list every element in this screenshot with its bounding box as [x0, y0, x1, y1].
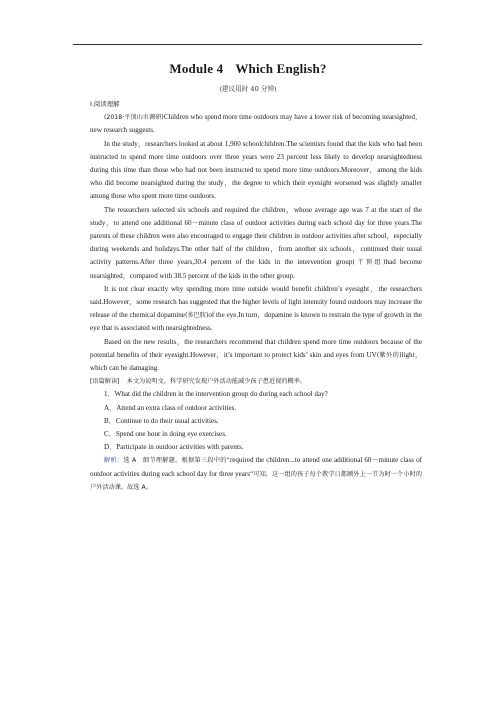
header-rule [73, 44, 422, 45]
question-stem: 1．What did the children in the intervention group do during each school day? [104, 390, 328, 399]
analysis: 解析：选 A 细节理解题。根据第三段中的“required the children...to attend one additional 60－minute class of outdoor activities during each school day for three years”可知，这一组的孩子每个教学日都额外上一节为时一个小时的户外活动课。故选 A。 [90, 456, 423, 491]
paragraph-1: (2018·平顶山市调研)Children who spend more time outdoors may have a lower risk of becoming nearsighted，new research suggests. [90, 113, 422, 135]
option-b: B．Continue to do their usual activities. [104, 416, 219, 425]
document-body [90, 98, 422, 494]
module-number: Module 4 [169, 61, 224, 76]
analysis-label: 解析： [104, 457, 124, 465]
passage-guide [90, 375, 422, 388]
option-a: A．Attend an extra class of outdoor activities. [104, 403, 237, 412]
page-title [0, 61, 496, 77]
paragraph-3: The researchers selected six schools and required the children，whose average age was 7 at the start of the study，to attend one additional 60－minute class of outdoor activities during each school day for three years.The parents of these children were also encouraged to engage their children in outdoor activities after school，especially during weekends and holidays.The other half of the children，from another six schools，continued their usual activity patterns.After three years,30.4 percent of the kids in the intervention group(干预组)had become nearsighted，compared with 38.5 percent of the kids in the other group. [90, 205, 423, 280]
guide-label: [语篇解读] [90, 378, 120, 386]
guide-text: 本文为说明文。科学研究发现户外活动能减少孩子患近视的概率。 [126, 378, 307, 386]
gloss-dopamine: (多巴胺) [184, 312, 209, 320]
time-note: (建议用时 40 分钟) [219, 85, 277, 93]
gloss-uv: (紫外的) [376, 351, 402, 359]
module-name: Which English? [235, 61, 327, 76]
section-heading: Ⅰ.阅读理解 [90, 100, 120, 108]
paragraph-2: In the study，researchers looked at about 1,900 schoolchildren.The scientists found that the kids who had been instructed to spend more time outdoors over three years were 23 percent less likely to develop nearsightedness during this time than those who had not been instructed to spend more time outdoors.Moreover，among the kids who did become nearsighted during the study，the degree to which their eyesight worsened was slightly smaller among those who spent more time outdoors. [90, 139, 422, 201]
analysis-quote: required the children...to attend one additional 60－minute class of outdoor activities during each school day for three years [90, 456, 423, 478]
source-note: (2018·平顶山市调研) [104, 114, 164, 122]
paragraph-4: It is not clear exactly why spending more time outside would benefit children’s eyesight，the researchers said.However，some research has suggested that the higher levels of light intensity found outdoors may increase the release of the chemical dopamine(多巴胺)of the eye.In turn，dopamine is known to restrain the type of growth in the eye that is associated with nearsightedness. [90, 284, 422, 333]
option-c: C．Spend one hour in doing eye exercises. [104, 430, 227, 439]
gloss-intervention-group: (干预组) [352, 259, 386, 267]
option-d: D．Participate in outdoor activities with parents. [104, 443, 244, 452]
paragraph-5: Based on the new results，the researchers recommend that children spend more time outdoors because of the potential benefits of their eyesight.However，it’s important to protect kids’ skin and eyes from UV(紫外的)light，which can be damaging. [90, 337, 422, 373]
